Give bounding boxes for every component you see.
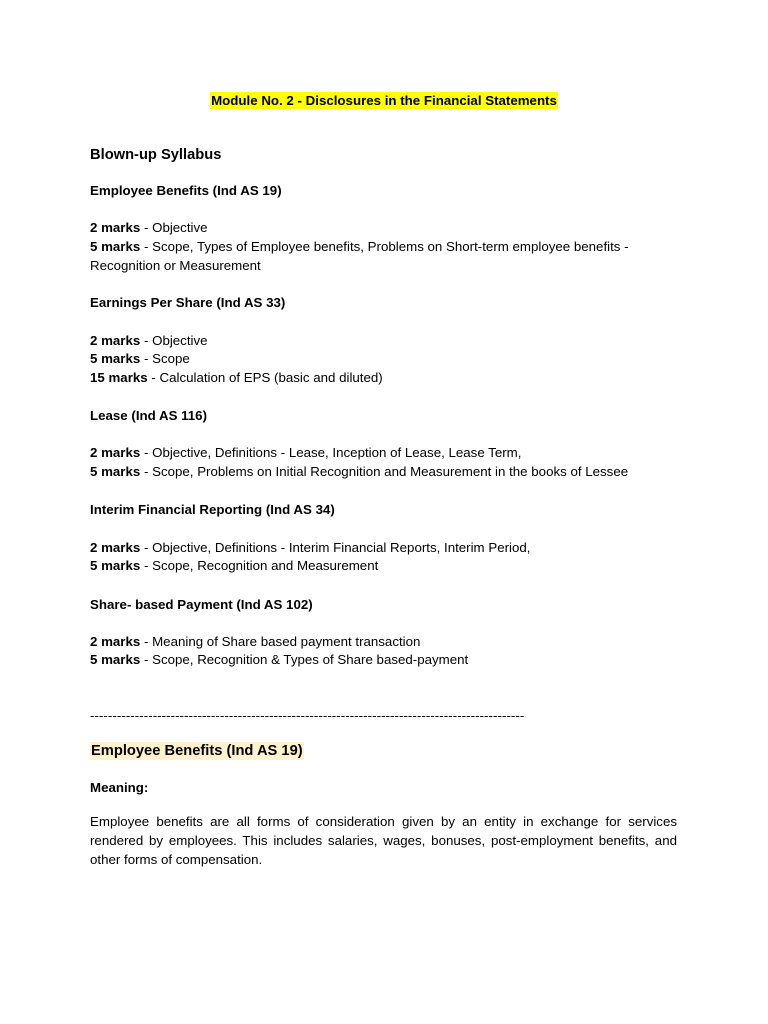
syllabus-item: 2 marks - Objective, Definitions - Interim Financial Reports, Interim Period,	[90, 540, 531, 555]
section-heading-lease: Lease (Ind AS 116)	[90, 408, 208, 423]
syllabus-item: 5 marks - Scope, Recognition & Types of Share based-payment	[90, 652, 469, 667]
syllabus-item-continuation: Recognition or Measurement	[90, 258, 261, 273]
section-heading-interim-financial-reporting: Interim Financial Reporting (Ind AS 34)	[90, 502, 335, 517]
meaning-label: Meaning:	[90, 780, 149, 795]
document-title: Module No. 2 - Disclosures in the Financial Statements	[211, 93, 557, 108]
section-heading-earnings-per-share: Earnings Per Share (Ind AS 33)	[90, 295, 286, 310]
section-divider: -------------------------------------------------------------------------------------------------	[90, 708, 525, 723]
syllabus-item: 5 marks - Scope, Problems on Initial Recognition and Measurement in the books of Lessee	[90, 464, 629, 479]
syllabus-item: 2 marks - Objective	[90, 220, 208, 235]
syllabus-item: 5 marks - Scope, Recognition and Measurement	[90, 558, 379, 573]
syllabus-item: 5 marks - Scope, Types of Employee benefits, Problems on Short-term employee benefits -	[90, 239, 629, 254]
meaning-paragraph: Employee benefits are all forms of consideration given by an entity in exchange for services rendered by employees. This includes salaries, wages, bonuses, post-employment benefits, and other forms of compensation.	[90, 814, 677, 867]
syllabus-item: 5 marks - Scope	[90, 351, 190, 366]
syllabus-item: 2 marks - Meaning of Share based payment transaction	[90, 634, 421, 649]
section-heading-employee-benefits: Employee Benefits (Ind AS 19)	[90, 183, 282, 198]
detail-heading: Employee Benefits (Ind AS 19)	[91, 743, 303, 759]
syllabus-heading: Blown-up Syllabus	[90, 147, 222, 163]
syllabus-item: 15 marks - Calculation of EPS (basic and diluted)	[90, 370, 383, 385]
section-heading-share-based-payment: Share- based Payment (Ind AS 102)	[90, 597, 313, 612]
syllabus-item: 2 marks - Objective	[90, 333, 208, 348]
syllabus-item: 2 marks - Objective, Definitions - Lease, Inception of Lease, Lease Term,	[90, 445, 522, 460]
